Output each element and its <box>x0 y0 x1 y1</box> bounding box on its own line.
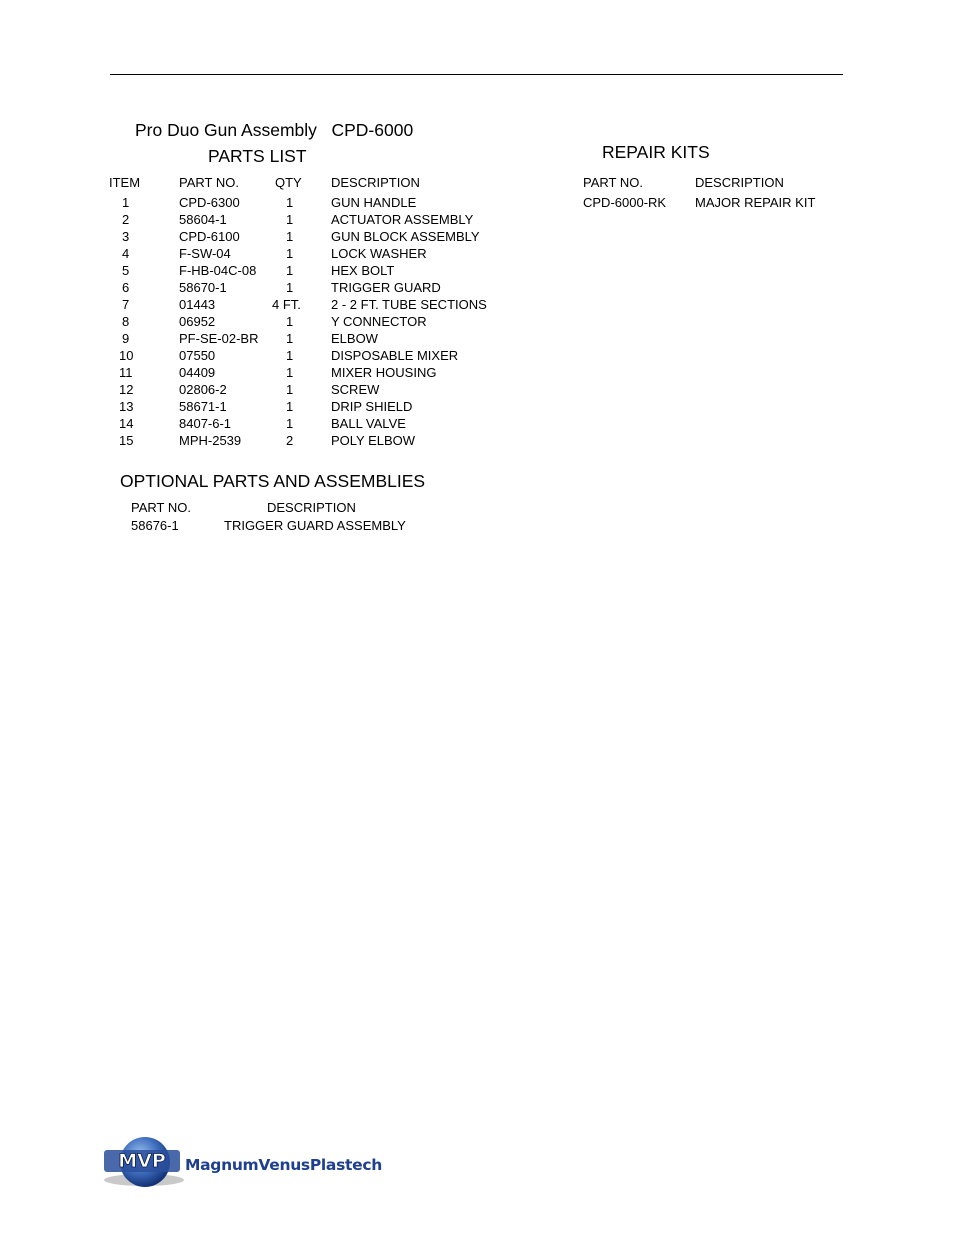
cell-item: 6 <box>122 280 130 295</box>
cell-qty: 1 <box>286 246 294 261</box>
col-header-item: ITEM <box>109 175 141 190</box>
cell-item: 13 <box>119 399 134 414</box>
cell-item: 15 <box>119 433 134 448</box>
cell-description: DISPOSABLE MIXER <box>331 348 459 363</box>
cell-part-no: 58604-1 <box>179 212 227 227</box>
cell-part-no: 04409 <box>179 365 216 380</box>
cell-qty: 1 <box>286 331 294 346</box>
cell-qty: 1 <box>286 229 294 244</box>
cell-item: 11 <box>119 365 133 380</box>
repair-kit-description: MAJOR REPAIR KIT <box>695 195 816 210</box>
table-row <box>0 280 954 297</box>
table-row <box>0 331 954 348</box>
optional-col-header-part-no: PART NO. <box>131 500 191 515</box>
cell-item: 1 <box>122 195 130 210</box>
table-row <box>0 433 954 450</box>
logo-badge-text: MVP <box>118 1150 166 1172</box>
cell-description: BALL VALVE <box>331 416 406 431</box>
cell-item: 8 <box>122 314 130 329</box>
cell-description: 2 - 2 FT. TUBE SECTIONS <box>331 297 487 312</box>
cell-qty: 1 <box>286 399 294 414</box>
cell-part-no: 07550 <box>179 348 216 363</box>
optional-part-no: 58676-1 <box>131 518 179 533</box>
cell-qty: 1 <box>286 382 294 397</box>
cell-part-no: 02806-2 <box>179 382 227 397</box>
company-logo <box>100 1133 390 1195</box>
repair-col-header-part-no: PART NO. <box>583 175 643 190</box>
cell-item: 14 <box>119 416 134 431</box>
table-row <box>0 382 954 399</box>
cell-item: 2 <box>122 212 130 227</box>
cell-description: HEX BOLT <box>331 263 395 278</box>
cell-item: 5 <box>122 263 130 278</box>
cell-qty: 1 <box>286 314 294 329</box>
cell-qty: 1 <box>286 348 294 363</box>
col-header-part-no: PART NO. <box>179 175 239 190</box>
col-header-qty: QTY <box>275 175 302 190</box>
repair-kit-part-no: CPD-6000-RK <box>583 195 667 210</box>
cell-part-no: 06952 <box>179 314 216 329</box>
table-row <box>0 263 954 280</box>
cell-part-no: F-SW-04 <box>179 246 231 261</box>
table-row <box>0 348 954 365</box>
table-row <box>0 229 954 246</box>
cell-qty: 2 <box>286 433 294 448</box>
optional-parts-title: OPTIONAL PARTS AND ASSEMBLIES <box>120 471 426 491</box>
cell-item: 7 <box>122 297 130 312</box>
cell-part-no: PF-SE-02-BR <box>179 331 259 346</box>
cell-item: 10 <box>119 348 134 363</box>
logo-wordmark: MagnumVenusPlastech <box>185 1156 382 1174</box>
cell-qty: 1 <box>286 195 294 210</box>
cell-qty: 4 FT. <box>272 297 301 312</box>
cell-item: 9 <box>122 331 130 346</box>
cell-description: DRIP SHIELD <box>331 399 413 414</box>
cell-part-no: MPH-2539 <box>179 433 242 448</box>
table-row <box>0 314 954 331</box>
cell-description: GUN BLOCK ASSEMBLY <box>331 229 480 244</box>
table-row <box>0 246 954 263</box>
cell-item: 12 <box>119 382 134 397</box>
cell-description: TRIGGER GUARD <box>331 280 441 295</box>
assembly-title: Pro Duo Gun Assembly CPD-6000 <box>135 120 414 140</box>
cell-part-no: CPD-6300 <box>179 195 240 210</box>
cell-description: ACTUATOR ASSEMBLY <box>331 212 474 227</box>
cell-qty: 1 <box>286 416 294 431</box>
optional-part-description: TRIGGER GUARD ASSEMBLY <box>224 518 406 533</box>
parts-list-title: PARTS LIST <box>208 146 307 166</box>
table-row <box>0 195 954 212</box>
cell-part-no: F-HB-04C-08 <box>179 263 257 278</box>
col-header-description: DESCRIPTION <box>331 175 420 190</box>
table-row <box>0 297 954 314</box>
table-row <box>0 365 954 382</box>
optional-col-header-description: DESCRIPTION <box>267 500 356 515</box>
table-row <box>0 416 954 433</box>
cell-qty: 1 <box>286 365 294 380</box>
cell-description: Y CONNECTOR <box>331 314 427 329</box>
cell-description: GUN HANDLE <box>331 195 417 210</box>
table-row <box>0 212 954 229</box>
header-rule <box>110 74 843 75</box>
table-row <box>0 399 954 416</box>
repair-kits-title: REPAIR KITS <box>602 142 710 162</box>
mvp-badge-icon <box>100 1133 190 1195</box>
repair-col-header-description: DESCRIPTION <box>695 175 784 190</box>
cell-part-no: CPD-6100 <box>179 229 240 244</box>
cell-description: LOCK WASHER <box>331 246 427 261</box>
cell-part-no: 01443 <box>179 297 216 312</box>
cell-description: ELBOW <box>331 331 378 346</box>
cell-description: POLY ELBOW <box>331 433 416 448</box>
cell-part-no: 58670-1 <box>179 280 227 295</box>
cell-item: 3 <box>122 229 130 244</box>
cell-part-no: 58671-1 <box>179 399 227 414</box>
cell-description: MIXER HOUSING <box>331 365 437 380</box>
cell-part-no: 8407-6-1 <box>179 416 232 431</box>
cell-qty: 1 <box>286 280 294 295</box>
cell-qty: 1 <box>286 263 294 278</box>
cell-description: SCREW <box>331 382 380 397</box>
cell-item: 4 <box>122 246 130 261</box>
cell-qty: 1 <box>286 212 294 227</box>
